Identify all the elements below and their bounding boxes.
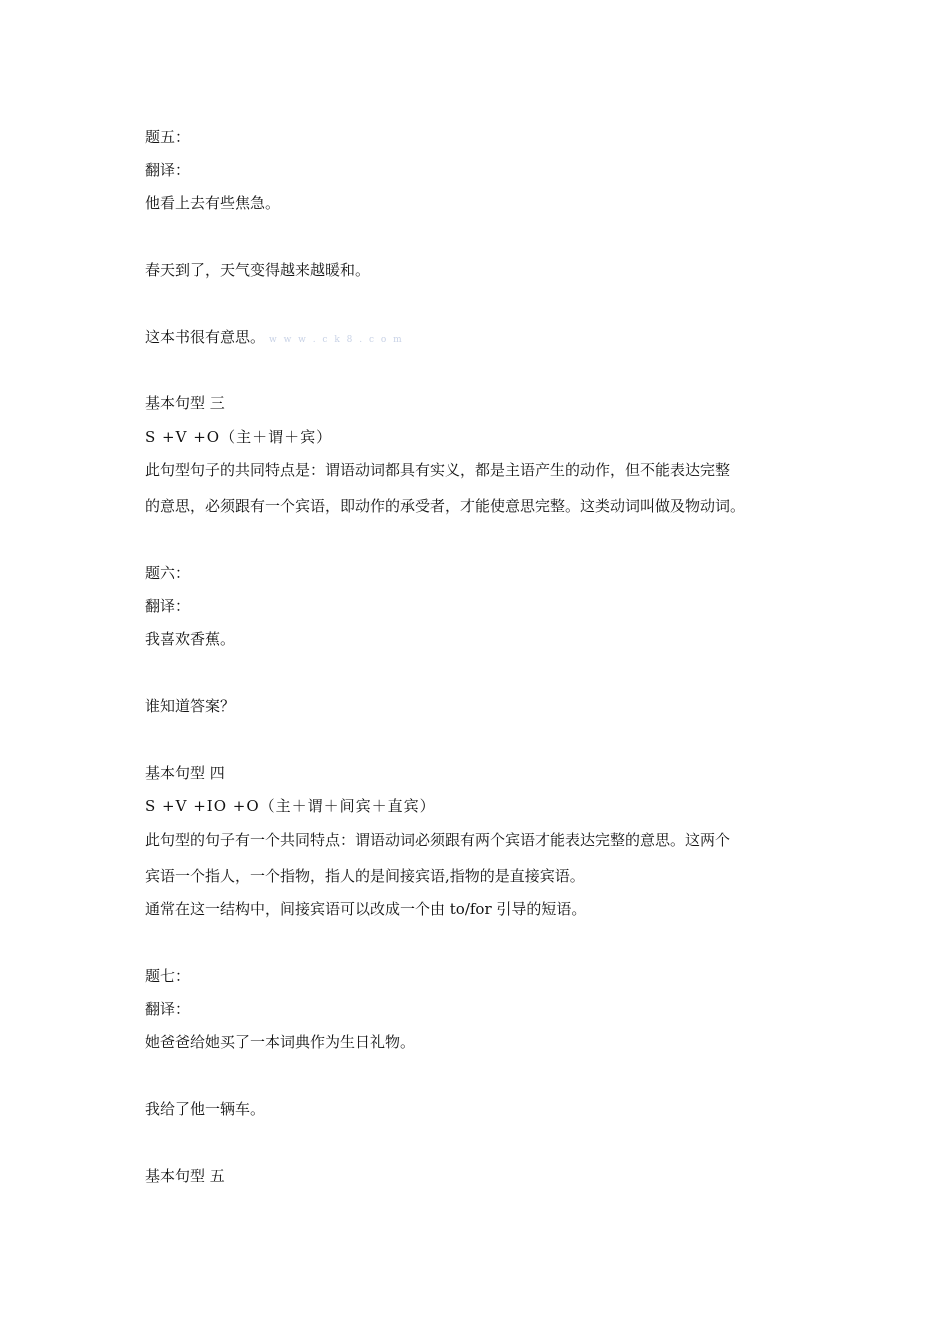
q5-sentence-1: 他看上去有些焦急。 [145,194,281,212]
pattern4-description-line-1: 此句型的句子有一个共同特点：谓语动词必须跟有两个宾语才能表达完整的意思。这两个 [145,831,731,849]
pattern4-formula: S +V +IO +O（主＋谓＋间宾＋直宾） [145,797,436,815]
q7-translate-label: 翻译： [145,1000,191,1018]
q6-heading: 题六： [145,564,191,582]
q5-heading: 题五： [145,128,191,146]
q5-sentence-3: 这本书很有意思。 [145,328,266,346]
q7-sentence-1: 她爸爸给她买了一本词典作为生日礼物。 [145,1033,416,1051]
q6-sentence-1: 我喜欢香蕉。 [145,630,236,648]
q5-sentence-2: 春天到了，天气变得越来越暖和。 [145,261,371,279]
pattern3-formula: S +V +O（主＋谓＋宾） [145,428,333,446]
q7-heading: 题七： [145,967,191,985]
q6-sentence-2: 谁知道答案？ [145,697,236,715]
pattern3-title: 基本句型 三 [145,394,225,412]
q6-translate-label: 翻译： [145,597,191,615]
pattern3-description-line-2: 的意思，必须跟有一个宾语，即动作的承受者，才能使意思完整。这类动词叫做及物动词。 [145,497,746,515]
watermark-text: w w w . c k 8 . c o m [269,335,404,345]
pattern4-description-line-3: 通常在这一结构中，间接宾语可以改成一个由 to/for 引导的短语。 [145,900,587,918]
pattern3-description-line-1: 此句型句子的共同特点是：谓语动词都具有实义，都是主语产生的动作，但不能表达完整 [145,461,731,479]
pattern4-description-line-2: 宾语一个指人，一个指物，指人的是间接宾语,指物的是直接宾语。 [145,867,585,885]
q5-translate-label: 翻译： [145,161,191,179]
q5-sentence-3-line [145,327,404,350]
q7-sentence-2: 我给了他一辆车。 [145,1100,266,1118]
pattern5-title: 基本句型 五 [145,1167,225,1185]
pattern4-title: 基本句型 四 [145,764,225,782]
